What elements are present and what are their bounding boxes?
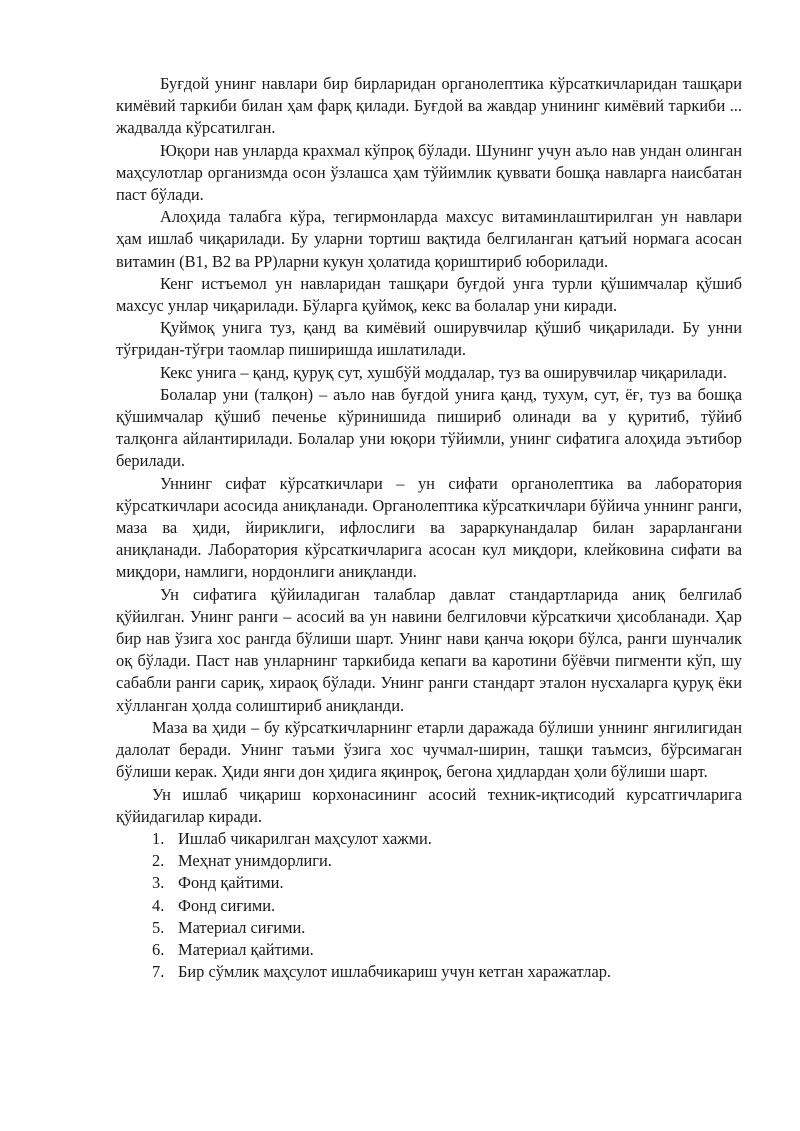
list-item bbox=[116, 961, 742, 983]
list-item-number: 2. bbox=[152, 851, 165, 871]
list-item-number: 4. bbox=[152, 895, 165, 915]
list-item-text: Ишлаб чикарилган маҳсулот хажми. bbox=[178, 828, 432, 848]
paragraph-vitamin-flour: Алоҳида талабга кўра, тегирмонларда махсус витаминлаштирилган ун навлари ҳам ишлаб чиқарилади. Бу уларни тортиш вақтида белгиланган қатъий нормага асосан витамин (В1, В2 ва РР)ларни кукун ҳолатида қориштириб юборилади. bbox=[116, 207, 742, 271]
document-page bbox=[116, 73, 742, 983]
paragraph-quality-indicators: Уннинг сифат кўрсаткичлари – ун сифати органолептика ва лаборатория кўрсаткичлари асосида аниқланади. Органолептика кўрсаткичлари бўйича уннинг ранги, маза ва ҳиди, йириклиги, ифлослиги ва зараркунандалар билан зарарлангани аниқланади. Лаборатория кўрсаткичларига асосан кул миқдори, клейковина сифати ва миқдори, намлиги, нордонлиги аниқланди. bbox=[116, 473, 742, 582]
list-item bbox=[116, 939, 742, 961]
paragraph-cake-flour: Кекс унига – қанд, қуруқ сут, хушбўй моддалар, туз ва оширувчилар чиқарилади. bbox=[160, 362, 727, 382]
list-item-number: 1. bbox=[152, 828, 165, 848]
list-item-text: Материал қайтими. bbox=[178, 939, 314, 959]
list-item bbox=[116, 872, 742, 894]
list-item-text: Материал сиғими. bbox=[178, 917, 306, 937]
paragraph-special-flours: Кенг истъемол ун навларидан ташқари буғдой унга турли қўшимчалар қўшиб махсус унлар чиқарилади. Бўларга қуймоқ, кекс ва болалар уни киради. bbox=[116, 273, 742, 316]
list-item bbox=[116, 895, 742, 917]
paragraph-quality-requirements: Ун сифатига қўйиладиган талаблар давлат стандартларида аниқ белгилаб қўйилган. Унинг ранги – асосий ва ун навини белгиловчи кўрсаткичи ҳисобланади. Ҳар бир нав ўзига хос рангда бўлиши шарт. Унинг нави қанча юқори бўлса, ранги шунчалик оқ бўлади. Паст нав унларнинг таркибида кепаги ва каротини бўёвчи пигменти кўп, шу сабабли ранги сариқ, хираоқ бўлади. Унинг ранги стандарт эталон нусхаларга қуруқ ёки хўлланган ҳолда солиштириб аниқланди. bbox=[116, 584, 742, 715]
paragraph-wheat-flour-grades: Буғдой унинг навлари бир бирларидан органолептика кўрсаткичларидан ташқари кимёвий таркиби билан ҳам фарқ қилади. Буғдой ва жавдар унининг кимёвий таркиби ... жадвалда кўрсатилган. bbox=[116, 74, 742, 138]
paragraph-taste-smell: Маза ва ҳиди – бу кўрсаткичларнинг етарли даражада бўлиши уннинг янгилигидан далолат беради. Унинг таъми ўзига хос чучмал-ширин, ташқи таъмсиз, бўрсимаган бўлиши керак. Ҳиди янги дон ҳидига яқинроқ, бегона ҳидлардан ҳоли бўлиши шарт. bbox=[116, 717, 742, 782]
list-item-text: Фонд сиғими. bbox=[178, 895, 276, 915]
paragraph-technical-indicators: Ун ишлаб чиқариш корхонасининг асосий техник-иқтисодий курсатгичларига қўйидагилар киради. bbox=[116, 784, 742, 826]
list-item-text: Фонд қайтими. bbox=[178, 873, 284, 893]
list-item-number: 5. bbox=[152, 917, 165, 937]
list-item bbox=[116, 917, 742, 939]
list-item-number: 3. bbox=[152, 873, 165, 893]
paragraph-pancake-flour: Қуймоқ унига туз, қанд ва кимёвий оширувчилар қўшиб чиқарилади. Бу унни тўғридан-тўғри таомлар пиширишда ишлатилади. bbox=[116, 318, 742, 360]
paragraph-children-flour: Болалар уни (талқон) – аъло нав буғдой унига қанд, тухум, сут, ёғ, туз ва бошқа қўшимчалар қўшиб печенье кўринишида пишириб олинади ва у қуритиб, тўйиб талқонга айлантирилади. Болалар уни юқори тўйимли, унинг сифатига алоҳида эътибор берилади. bbox=[116, 384, 742, 471]
list-item-text: Бир сўмлик маҳсулот ишлабчикариш учун кетган харажатлар. bbox=[178, 962, 612, 982]
paragraph-high-grade-starch: Юқори нав унларда крахмал кўпроқ бўлади. Шунинг учун аъло нав ундан олинган маҳсулотлар организмда осон ўзлашса ҳам тўйимлик қуввати бошқа навларга наисбатан паст бўлади. bbox=[116, 140, 742, 205]
list-item-number: 7. bbox=[152, 962, 165, 982]
list-item-text: Меҳнат унимдорлиги. bbox=[178, 851, 332, 871]
indicators-list bbox=[116, 828, 742, 983]
list-item bbox=[116, 850, 742, 872]
list-item bbox=[116, 828, 742, 850]
list-item-number: 6. bbox=[152, 939, 165, 959]
